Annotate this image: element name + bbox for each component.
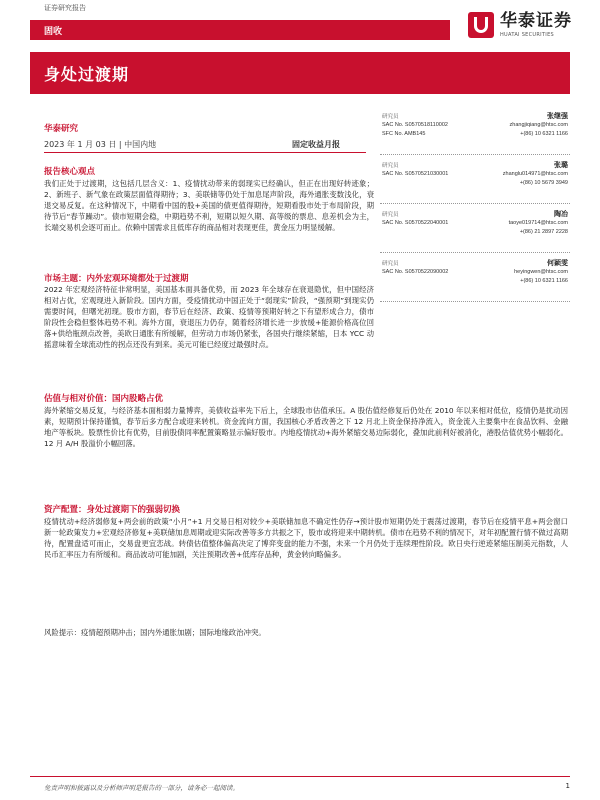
analyst-name: 陶冶 xyxy=(554,210,568,218)
section-title-valuation: 估值与相对价值：国内股略占优 xyxy=(44,394,164,404)
analyst-list xyxy=(380,110,570,306)
analyst-role: 研究员 xyxy=(382,114,399,120)
logo-mark-icon xyxy=(468,12,494,38)
analyst-role: 研究员 xyxy=(382,212,399,218)
analyst-role: 研究员 xyxy=(382,261,399,267)
analyst-tel: +(86) 10 6321 1166 xyxy=(520,131,568,137)
category-label: 固收 xyxy=(44,27,63,37)
section-body-asset-allocation: 疫情扰动+经济弱修复+两会前的政策“小月”+1 月交易日相对较少+美联储加息不确定性仍存→预计股市短期仍处于震荡过渡期，春节后在疫情平息+两会窗口新一轮政策发力+宏观经济修复+美联储加息周期或迎实际改善等多方共振之下，股市或将迎来中期转机。债市在趋势不利的情况下，对年初配置行情不做过高期待，配置盘适可而止，交易盘更宜恋战。转债估值整体偏高决定了博弈变盘的能力不强，未来一个月仍处于连续理性阶段。欧日央行逆迹紧缩压制美元指数，人民币汇率压力有所缓和。商品波动可能加剧，关注预期改善+低库存品种，黄金转向略偏多。 xyxy=(44,517,568,559)
logo-english-name: HUATAI SECURITIES xyxy=(500,31,554,38)
analyst-name: 张璐 xyxy=(554,161,568,169)
report-type: 固定收益月报 xyxy=(292,140,340,149)
section-title-asset-allocation: 资产配置：身处过渡期下的强弱切换 xyxy=(44,505,181,515)
research-team: 华泰研究 xyxy=(44,124,79,134)
analyst-sac: SAC No. S0570522040001 xyxy=(382,220,449,226)
section-title-market-theme: 市场主题：内外宏观环境都处于过渡期 xyxy=(44,274,189,284)
analyst-role: 研究员 xyxy=(382,163,399,169)
analyst-tel: +(86) 10 5679 3949 xyxy=(519,180,568,186)
section-body-valuation: 海外紧缩交易反复，与经济基本面相弱力量博弈，美债收益率先下后上，全球股市估值承压。A 股估值经修复后仍处在 2010 年以来相对低位，疫情仍是扰动因素，短期预计保持谨慎，春节后多方配合或迎来转机。资金流向方面，我国核心矛盾改善之下 12 月北上资金保持净流入，资金流入主要集中在食品饮料、金融地产等板块。股票性价比有优势，目前股债同率配置策略显示偏好股市。内地疫情扰动+海外紧缩交易边际弱化，叠加此前利好被消化，港股估值优势小幅弱化。12 月 A/H 股溢价小幅回落。 xyxy=(44,406,568,448)
footer-divider xyxy=(30,776,570,777)
footer-disclaimer: 免责声明和披露以及分析师声明是报告的一部分，请务必一起阅读。 xyxy=(44,784,239,792)
analyst-email[interactable]: zhangjiqiang@htsc.com xyxy=(509,122,568,128)
page-number: 1 xyxy=(565,782,570,790)
analyst-name: 何颖雯 xyxy=(547,259,568,267)
analyst-sac: SAC No. S0570521030001 xyxy=(382,171,449,177)
analyst-card xyxy=(380,208,570,253)
analyst-email[interactable]: zhanglu014971@htsc.com xyxy=(502,171,568,177)
analyst-tel: +(86) 10 6321 1166 xyxy=(520,278,568,284)
section-body-core-views: 我们正处于过渡期，这包括几层含义：1、疫情扰动带来的弱现实已经确认，但正在出现好转迹象；2、新班子、新气象在政策层面值得期待；3、美联储等仍处于加息尾声阶段，海外通胀变数浅化，衰退交易反复。在这种情况下，中期看中国的股+美国的债更值得期待，短期看股市处于布局阶段，期待节后“春节躁动”。债市短期会稳，中期趋势不利，短期以短久期、高等级的票息、息差机会为主，长端交易机会逐可而止。依赖中国需求且低库存的商品相对表现更佳，黄金压力明显缓解。 xyxy=(44,179,374,232)
analyst-sac: SAC No. S0570522090002 xyxy=(382,269,449,275)
analyst-card xyxy=(380,257,570,302)
risk-warning: 风险提示：疫情超预期冲击；国内外通胀加剧；国际地缘政治冲突。 xyxy=(44,628,266,637)
section-title-core-views: 报告核心观点 xyxy=(44,167,96,177)
analyst-sfc: SFC No. AMB145 xyxy=(382,131,426,137)
analyst-card xyxy=(380,159,570,204)
logo-chinese-name: 华泰证券 xyxy=(500,10,572,31)
analyst-email[interactable]: taoye019714@htsc.com xyxy=(508,220,568,226)
report-date: 2023 年 1 月 03 日 | 中国内地 xyxy=(44,140,157,149)
analyst-email[interactable]: heyingwen@htsc.com xyxy=(514,269,568,275)
category-bar xyxy=(30,20,450,40)
analyst-name: 张继强 xyxy=(547,112,568,120)
analyst-card xyxy=(380,110,570,155)
analyst-tel: +(86) 21 2897 2228 xyxy=(519,229,568,235)
section-body-market-theme: 2022 年宏观经济特征非常明显，美国基本面具备优势，而 2023 年全球存在衰退隐忧，但中国经济相对占优，宏观现进入新阶段。国内方面，受疫情扰动中国正处于“弱现实”阶段，“强预期”到现实仍需要时间，但曙光初现。股市方面，春节后在经济、政策、疫情等预期好转之下有望形成合力，债市阶段性会稳但整体趋势不利。海外方面，衰退压力仍存，随着经济增长进一步放缓+能源价格高位回落+供给瓶颈点改善，美欧日通胀有所缓解，但劳动力市场仍紧张，各国央行继续紧缩，日本 YCC 动摇意味着全球流动性的拐点还没有到来。美元可能已经度过最强时点。 xyxy=(44,285,374,349)
report-title: 身处过渡期 xyxy=(44,65,130,84)
analyst-sac: SAC No. S0570518110002 xyxy=(382,122,448,128)
document-type: 证券研究报告 xyxy=(44,4,86,12)
company-logo xyxy=(468,12,572,38)
divider xyxy=(44,152,366,153)
